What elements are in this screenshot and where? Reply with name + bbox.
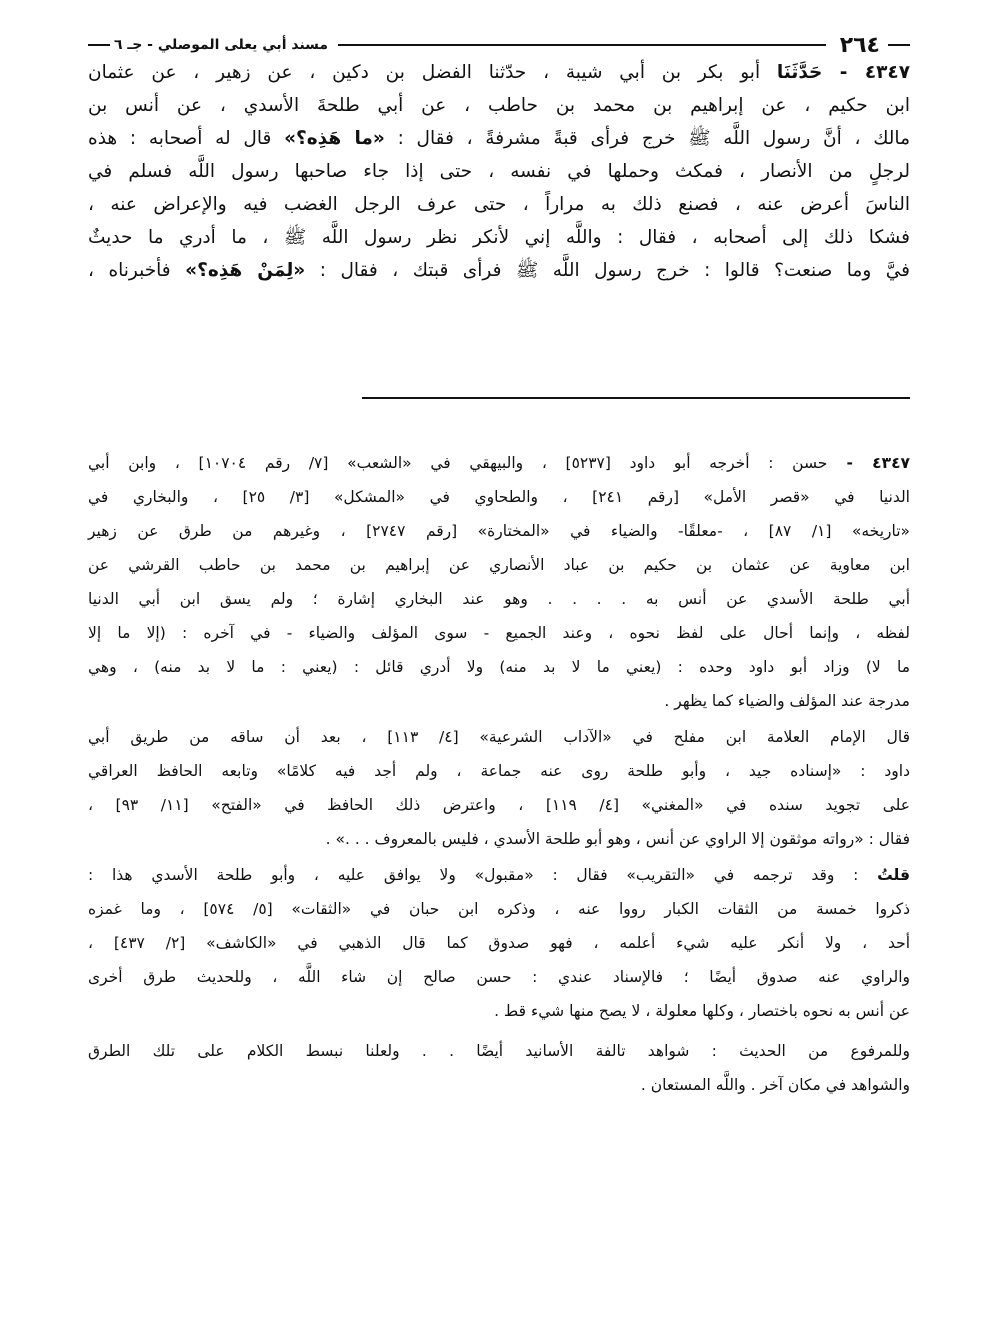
footnotes	[88, 446, 910, 1102]
bold-text: «ما هَذِه؟»	[284, 128, 385, 149]
text-segment: لرجلٍ من الأنصار ، فمكث وحملها في نفسه ، حتى إذا جاء صاحبها رسول اللَّه فسلم في	[88, 161, 910, 182]
footnote-line	[88, 754, 910, 788]
footnote-line	[88, 446, 910, 480]
footnote-line	[88, 480, 910, 514]
footnote-line	[88, 858, 910, 892]
page-number: ٢٦٤	[839, 32, 880, 58]
text-segment: والراوي عنه صدوق أيضًا ؛ فالإسناد عندي : حسن صالح إن شاء اللَّه ، وللحديث طرق أخرى	[88, 968, 910, 986]
text-segment: فقال : «رواته موثقون إلا الراوي عن أنس ، وهو أبو طلحة الأسدي ، فليس بالمعروف . . .» .	[325, 830, 910, 848]
footnote-line	[88, 582, 910, 616]
footnote-line	[88, 650, 910, 684]
text-segment: مدرجة عند المؤلف والضياء كما يظهر .	[664, 692, 910, 710]
text-segment: فشكا ذلك إلى أصحابه ، فقال : واللَّه إني لأنكر نظر رسول اللَّه ﷺ ، ما أدري ما حديثٌ	[88, 227, 910, 248]
footnote-line	[88, 1068, 910, 1102]
text-segment: الدنيا في «قصر الأمل» [رقم ٢٤١] ، والطحاوي في «المشكل» [٣/ ٢٥] ، والبخاري في	[88, 488, 910, 506]
text-line	[88, 56, 910, 89]
text-segment: أبو بكر بن أبي شيبة ، حدّثنا الفضل بن دكين ، عن زهير ، عن عثمان	[88, 62, 777, 83]
text-segment: : وقد ترجمه في «التقريب» فقال : «مقبول» ولا يوافق عليه ، وأبو طلحة الأسدي هذا :	[88, 866, 878, 884]
footnote-line	[88, 616, 910, 650]
text-segment: أحد ، ولا أنكر عليه شيء أعلمه ، فهو صدوق كما قال الذهبي في «الكاشف» [٢/ ٤٣٧] ،	[88, 934, 911, 952]
footnote-line	[88, 514, 910, 548]
text-segment: الناسَ أعرض عنه ، فصنع ذلك به مراراً ، حتى عرف الرجل الغضب فيه والإعراض عنه ،	[88, 194, 910, 215]
text-segment: مالك ، أنَّ رسول اللَّه ﷺ خرج فرأى قبةً مشرفةً ، فقال :	[384, 128, 910, 149]
text-segment: ما لا) وزاد أبو داود وحده : (يعني ما لا بد منه) ولا أدري قائل : (يعني : ما لا بد منه) ، وهي	[88, 658, 910, 676]
footnote-line	[88, 1034, 910, 1068]
footnote-line	[88, 960, 910, 994]
header-dash	[888, 44, 910, 46]
footnote-line	[88, 892, 910, 926]
text-segment: ابن حكيم ، عن إبراهيم بن محمد بن حاطب ، عن أبي طلحةَ الأسدي ، عن أنس بن	[88, 95, 910, 116]
footnote-line	[88, 822, 910, 856]
footnote-line	[88, 548, 910, 582]
header-rule	[338, 44, 826, 46]
text-segment: فأخبرناه ،	[88, 260, 186, 281]
bold-text: قلتُ	[877, 866, 910, 884]
text-line	[88, 188, 910, 221]
text-segment: ابن معاوية عن عثمان بن حكيم بن عباد الأنصاري عن إبراهيم بن محمد بن حاطب القرشي عن	[88, 556, 910, 574]
footnote-line	[88, 994, 910, 1028]
text-line	[88, 221, 910, 254]
text-segment: لفظه ، وإنما أحال على لفظ نحوه ، وعند الجميع - سوى المؤلف والضياء - في آخره : (إلا ما إلا	[88, 624, 910, 642]
footnote-separator	[362, 397, 910, 399]
text-line	[88, 89, 910, 122]
bold-text: «لِمَنْ هَذِه؟»	[185, 260, 306, 281]
text-segment: قال الإمام العلامة ابن مفلح في «الآداب الشرعية» [٤/ ١١٣] ، بعد أن ساقه من طريق أبي	[88, 728, 910, 746]
text-segment: عن أنس به نحوه باختصار ، وكلها معلولة ، لا يصح منها شيء قط .	[494, 1002, 910, 1020]
footnote-line	[88, 720, 910, 754]
book-title: مسند أبي يعلى الموصلي - جـ ٦	[114, 37, 329, 53]
text-segment: «تاريخه» [١/ ٨٧] ، -معلقًا- والضياء في «المختارة» [رقم ٢٧٤٧] ، وغيرهم من طرق عن زهير	[88, 522, 911, 540]
text-segment: ذكروا خمسة من الثقات الكبار رووا عنه ، وذكره ابن حبان في «الثقات» [٥/ ٥٧٤] ، وما غمزه	[88, 900, 910, 918]
bold-text: ٤٣٤٧ -	[827, 454, 910, 472]
text-segment: داود : «إسناده جيد ، وأبو طلحة روى عنه جماعة ، ولم أجد فيه كلامًا» وتابعه الحافظ العراقي	[88, 762, 910, 780]
footnote-line	[88, 788, 910, 822]
header-dash	[88, 44, 110, 46]
text-line	[88, 254, 910, 287]
text-segment: فيَّ وما صنعت؟ قالوا : خرج رسول اللَّه ﷺ فرأى قبتك ، فقال :	[305, 260, 911, 281]
text-segment: حسن : أخرجه أبو داود [٥٢٣٧] ، والبيهقي في «الشعب» [٧/ رقم ١٠٧٠٤] ، وابن أبي	[88, 454, 828, 472]
text-segment: على تجويد سنده في «المغني» [٤/ ١١٩] ، واعترض ذلك الحافظ في «الفتح» [١١/ ٩٣] ،	[88, 796, 910, 814]
bold-text: ٤٣٤٧ - حَدَّثَنَا	[776, 62, 910, 83]
text-line	[88, 155, 910, 188]
text-line	[88, 122, 910, 155]
footnote-line	[88, 684, 910, 718]
hadith-text	[88, 56, 910, 287]
text-segment: والشواهد في مكان آخر . واللَّه المستعان .	[640, 1076, 910, 1094]
text-segment: وللمرفوع من الحديث : شواهد تالفة الأسانيد أيضًا . . ولعلنا نبسط الكلام على تلك الطرق	[88, 1042, 910, 1060]
text-segment: قال له أصحابه : هذه	[88, 128, 285, 149]
footnote-line	[88, 926, 910, 960]
text-segment: أبي طلحة الأسدي عن أنس به . . . . وهو عند البخاري إشارة ؛ ولم يسق ابن أبي الدنيا	[88, 590, 910, 608]
